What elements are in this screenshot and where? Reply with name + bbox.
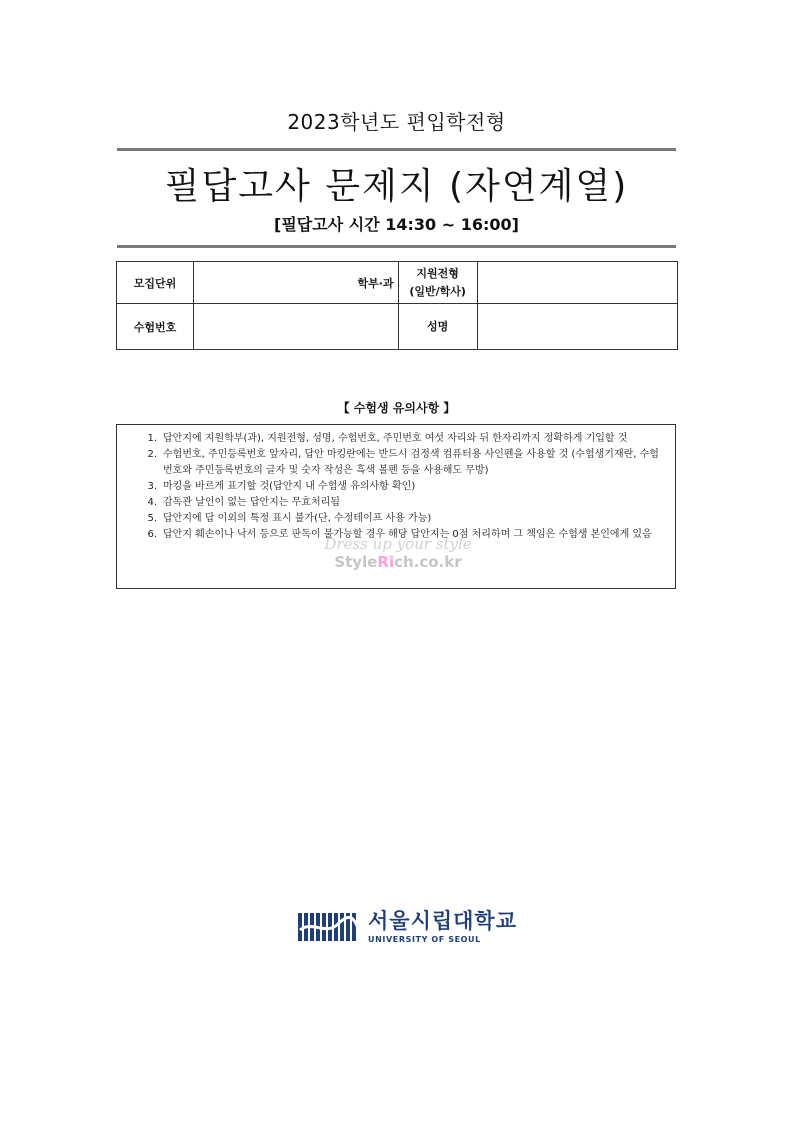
notice-text: 답안지에 답 이외의 특정 표시 불가(단, 수정테이프 사용 가능): [163, 513, 432, 524]
list-item: [117, 431, 675, 447]
notice-list: [117, 425, 675, 543]
exam-time: [필답고사 시간 14:30 ~ 16:00]: [274, 215, 519, 234]
unit-suffix-label: 학부·과: [357, 276, 394, 290]
application-type-label-line2: (일반/학사): [409, 284, 466, 298]
applicant-info-table: [116, 261, 678, 350]
list-item: [117, 479, 675, 495]
notice-number: 1.: [147, 433, 157, 444]
notice-number: 6.: [147, 529, 157, 540]
recruit-unit-field[interactable]: [194, 262, 398, 304]
application-type-label-line1: 지원전형: [416, 266, 459, 280]
logo-text: [368, 910, 517, 944]
application-type-field[interactable]: [477, 262, 677, 304]
list-item: [117, 511, 675, 527]
notice-number: 3.: [147, 481, 157, 492]
notice-text: 수험번호, 주민등록번호 앞자리, 답안 마킹란에는 반드시 검정색 컴퓨터용 사인펜을 사용할 것 (수험생기재란, 수험번호와 주민등록번호의 글자 및 숫자 작성은 흑색 볼펜 등을 사용해도 무방): [163, 449, 659, 476]
list-item: [117, 527, 675, 543]
exam-number-field[interactable]: [194, 304, 398, 350]
page-title: 필답고사 문제지 (자연계열): [164, 166, 629, 207]
university-name-ko: 서울시립대학교: [368, 909, 518, 933]
university-name-en: UNIVERSITY OF SEOUL: [368, 935, 481, 944]
name-label: 성명: [398, 304, 477, 350]
name-field[interactable]: [477, 304, 677, 350]
table-row: [117, 304, 678, 350]
application-type-label: [398, 262, 477, 304]
list-item: [117, 495, 675, 511]
watermark-brand-post: ch.co.kr: [394, 553, 462, 571]
watermark-brand-accent: Ri: [377, 553, 395, 571]
table-row: [117, 262, 678, 304]
exam-number-label: 수험번호: [117, 304, 194, 350]
notice-text: 답안지 훼손이나 낙서 등으로 판독이 불가능할 경우 해당 답안지는 0점 처리하며 그 책임은 수험생 본인에게 있음: [163, 529, 652, 540]
notice-number: 5.: [147, 513, 157, 524]
notice-heading: 【 수험생 유의사항 】: [337, 401, 456, 415]
list-item: [117, 447, 675, 479]
notice-text: 마킹을 바르게 표기할 것(답안지 내 수험생 유의사항 확인): [163, 481, 416, 492]
notice-box: [116, 424, 676, 589]
university-logo: [298, 910, 517, 944]
exam-subtitle: 2023학년도 편입학전형: [287, 110, 506, 134]
notice-text: 답안지에 지원학부(과), 지원전형, 성명, 수험번호, 주민번호 여섯 자리와 뒤 한자리까지 정확하게 기입할 것: [163, 433, 628, 444]
recruit-unit-label: 모집단위: [117, 262, 194, 304]
notice-number: 2.: [147, 449, 157, 460]
watermark-brand-pre: Style: [334, 553, 378, 571]
watermark-script: Dress up your style: [324, 535, 472, 553]
notice-text: 감독관 날인이 없는 답안지는 무효처리됨: [163, 497, 340, 508]
notice-number: 4.: [147, 497, 157, 508]
bottom-rule: [117, 245, 676, 248]
top-rule: [117, 148, 676, 151]
university-emblem-icon: [298, 910, 360, 944]
